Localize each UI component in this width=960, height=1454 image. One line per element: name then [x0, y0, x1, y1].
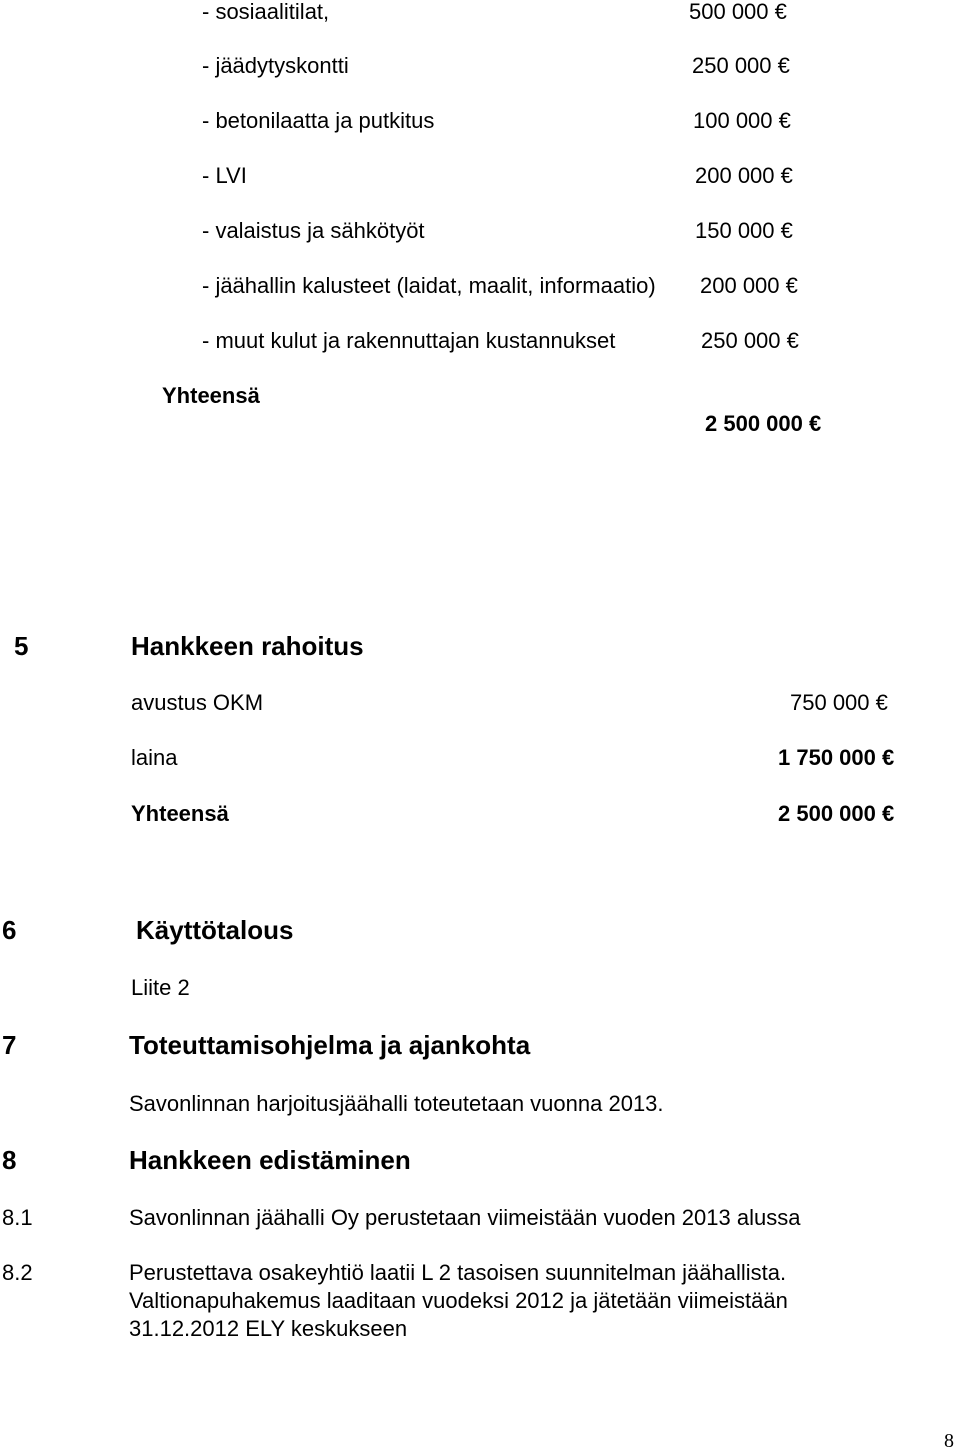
- item-text: Savonlinnan jäähalli Oy perustetaan viimeistään vuoden 2013 alussa: [129, 1205, 801, 1230]
- financing-total-label: Yhteensä: [131, 801, 229, 826]
- cost-item-amount: 500 000 €: [689, 0, 787, 24]
- section-title: Hankkeen rahoitus: [131, 631, 364, 661]
- financing-total-amount: 2 500 000 €: [778, 801, 895, 826]
- section-number: 5: [14, 631, 29, 661]
- cost-item-label: - sosiaalitilat,: [202, 0, 330, 24]
- section-text: Savonlinnan harjoitusjäähalli toteutetaan vuonna 2013.: [129, 1091, 664, 1116]
- cost-item-label: - LVI: [202, 163, 247, 188]
- section-number: 6: [2, 915, 17, 945]
- section-title: Toteuttamisohjelma ja ajankohta: [129, 1030, 531, 1060]
- cost-item-amount: 250 000 €: [692, 53, 790, 78]
- cost-item-amount: 200 000 €: [695, 163, 793, 188]
- cost-item-label: - jäähallin kalusteet (laidat, maalit, informaatio): [202, 273, 656, 298]
- section-title: Käyttötalous: [136, 915, 294, 945]
- cost-item-label: - muut kulut ja rakennuttajan kustannukset: [202, 328, 616, 353]
- cost-item-label: - jäädytyskontti: [202, 53, 349, 78]
- cost-total-label: Yhteensä: [162, 383, 260, 408]
- item-number: 8.1: [2, 1205, 33, 1230]
- section-text: Liite 2: [131, 975, 190, 1000]
- financing-amount: 1 750 000 €: [778, 745, 895, 770]
- financing-amount: 750 000 €: [790, 690, 888, 715]
- section-number: 7: [2, 1030, 17, 1060]
- item-number: 8.2: [2, 1260, 33, 1285]
- item-text: 31.12.2012 ELY keskukseen: [129, 1316, 408, 1341]
- item-text: Valtionapuhakemus laaditaan vuodeksi 2012 ja jätetään viimeistään: [129, 1288, 788, 1313]
- financing-label: avustus OKM: [131, 690, 264, 715]
- cost-item-amount: 150 000 €: [695, 218, 793, 243]
- page-number: 8: [944, 1430, 954, 1452]
- cost-item-amount: 100 000 €: [693, 108, 791, 133]
- item-text: Perustettava osakeyhtiö laatii L 2 tasoisen suunnitelman jäähallista.: [129, 1260, 787, 1285]
- cost-item-label: - valaistus ja sähkötyöt: [202, 218, 425, 243]
- cost-total-amount: 2 500 000 €: [705, 411, 822, 436]
- financing-label: laina: [131, 745, 178, 770]
- section-title: Hankkeen edistäminen: [129, 1145, 411, 1175]
- cost-item-amount: 250 000 €: [701, 328, 799, 353]
- section-number: 8: [2, 1145, 17, 1175]
- cost-item-amount: 200 000 €: [700, 273, 798, 298]
- cost-item-label: - betonilaatta ja putkitus: [202, 108, 435, 133]
